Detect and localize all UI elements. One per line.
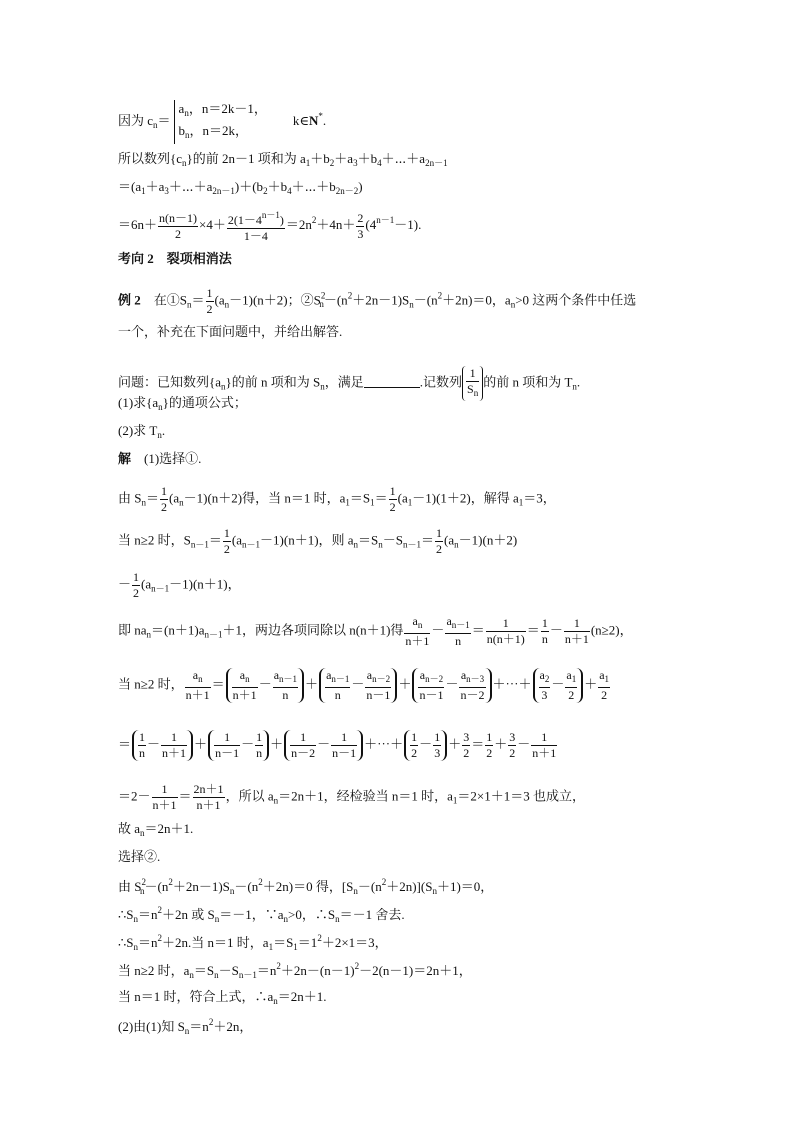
solution-line-7: ＝2－ $\frac{1}{n+1}$ ＝ $\frac{2n+1}{n+1}$ ，所以 $a_n=2n+1$，经检验当 n＝1 时，$a_1=2\times 1+1=3$ 也成立， — [118, 782, 585, 812]
line-grouped-sum: $=(a_1+a_3+\cdots+a_{2n-1})+(b_2+b_4+\cdots+b_{2n-2})$ — [118, 179, 363, 196]
solution-start: 解 (1)选择①. — [118, 451, 202, 466]
example-statement: 例 2 在$①S_n=$ $\frac{1}{2}$ $(a_n-1)(n+2)$；$②S^2_n-(n^2+2n-1)S_n-(n^2+2n)=0$，$a_n>0$ 这两个条件中任选 — [118, 286, 637, 316]
solution-line-3: － $\frac{1}{2}$ $(a_{n-1}-1)(n+1)$， — [118, 570, 241, 600]
solution-line-1: 由 $S_n=$ $\frac{1}{2}$ $(a_n-1)(n+2)$得，当 n＝1 时，$a_1=S_1=$ $\frac{1}{2}$ $(a_1-1)(1+2)$，解得 $a_1=3$， — [118, 484, 556, 514]
fill-blank — [364, 375, 420, 388]
telescoping-line-1: 当 n≥2 时， $\frac{a_n}{n+1}$ ＝ $\frac{a_n}{n+1}$ － $\frac{a_{n-1}}{n}$ ＋ $\frac{a_{n-1}}{n}$ － $\frac{a_{n-2}}{n-1}$ ＋ $\frac{a_{n-2}}{n-1}$ － $\frac{a_{n-3}}{n-2}$ ＋⋯＋ $\frac{a_2}{3}$ － $\frac{a_1}{2}$ ＋ $\frac{a_1}{2}$ — [118, 668, 610, 702]
solution-part-2: (2)由(1)知 $S_n=n^2+2n$， — [118, 1017, 253, 1036]
question-2: (2)求 $T_n$. — [118, 423, 166, 440]
question-1: (1)求$\{a_n\}$的通项公式； — [118, 395, 247, 412]
section-heading: 考向 2 裂项相消法 — [118, 251, 232, 266]
solution-line-14: 当 n＝1 时，符合上式，$\therefore a_n=2n+1$. — [118, 989, 327, 1006]
telescoping-line-2: ＝ $\frac{1}{n}$ － $\frac{1}{n+1}$ ＋ $\frac{1}{n-1}$ － $\frac{1}{n}$ ＋ $\frac{1}{n-2}$ － $\frac{1}{n-1}$ ＋⋯＋ $\frac{1}{2}$ － $\frac{1}{3}$ ＋ $\frac{3}{2}$ ＝ $\frac{1}{2}$ ＋ $\frac{3}{2}$ － $\frac{1}{n+1}$ — [118, 730, 557, 760]
solution-line-8: 故 $a_n=2n+1$. — [118, 821, 194, 838]
line-cn-def: 因为 $c_n=a_n$，n＝2k－1， $b_n$，n＝2k，k∈N*. — [118, 100, 326, 144]
solution-line-13: 当 n≥2 时，$a_n=S_n-S_{n-1}=n^2+2n-(n-1)^2-2(n-1)=2n+1$， — [118, 961, 472, 980]
problem-statement: 问题：已知数列$\{a_n\}$的前 n 项和为 $S_n$，满足 .记数列 $\frac{1}{S_n}$ 的前 n 项和为 $T_n$. — [118, 366, 580, 401]
example-continued: 一个，补充在下面问题中，并给出解答. — [118, 324, 343, 339]
line-sum-result: ＝6n＋ $\frac{n(n-1)}{2}$ ×4＋ $\frac{2(1-4^{n-1})}{1-4}$ $=2n^2+4n+$ $\frac{2}{3}$ $(4^{n-1}-1)$. — [118, 210, 422, 243]
solution-line-4: 即 $na_n=(n+1)a_{n-1}+1$，两边各项同除以 n(n＋1)得 $\frac{a_n}{n+1}$ － $\frac{a_{n-1}}{n}$ ＝ $\frac{1}{n(n+1)}$ ＝ $\frac{1}{n}$ － $\frac{1}{n+1}$ (n≥2)， — [118, 614, 633, 648]
line-sum-def: 所以数列$\{c_n\}$的前 2n－1 项和为 $a_1+b_2+a_3+b_4+\cdots+a_{2n-1}$ — [118, 151, 448, 168]
solution-choice-2: 选择②. — [118, 849, 161, 864]
solution-line-10: 由 $S^2_n-(n^2+2n-1)S_n-(n^2+2n)=0$ 得，$[S_n-(n^2+2n)](S_n+1)=0$， — [118, 877, 494, 896]
solution-line-11: $\therefore S_n=n^2+2n$ 或 $S_n=-1$，$\because a_n>0$，$\therefore S_n=-1$ 舍去. — [118, 905, 405, 924]
solution-line-12: $\therefore S_n=n^2+2n$.当 n＝1 时，$a_1=S_1=1^2+2\times 1=3$， — [118, 933, 388, 952]
solution-line-2: 当 n≥2 时，$S_{n-1}=$ $\frac{1}{2}$ $(a_{n-1}-1)(n+1)$，则 $a_n=S_n-S_{n-1}=$ $\frac{1}{2}$ $(a_n-1)(n+2)$ — [118, 526, 518, 556]
